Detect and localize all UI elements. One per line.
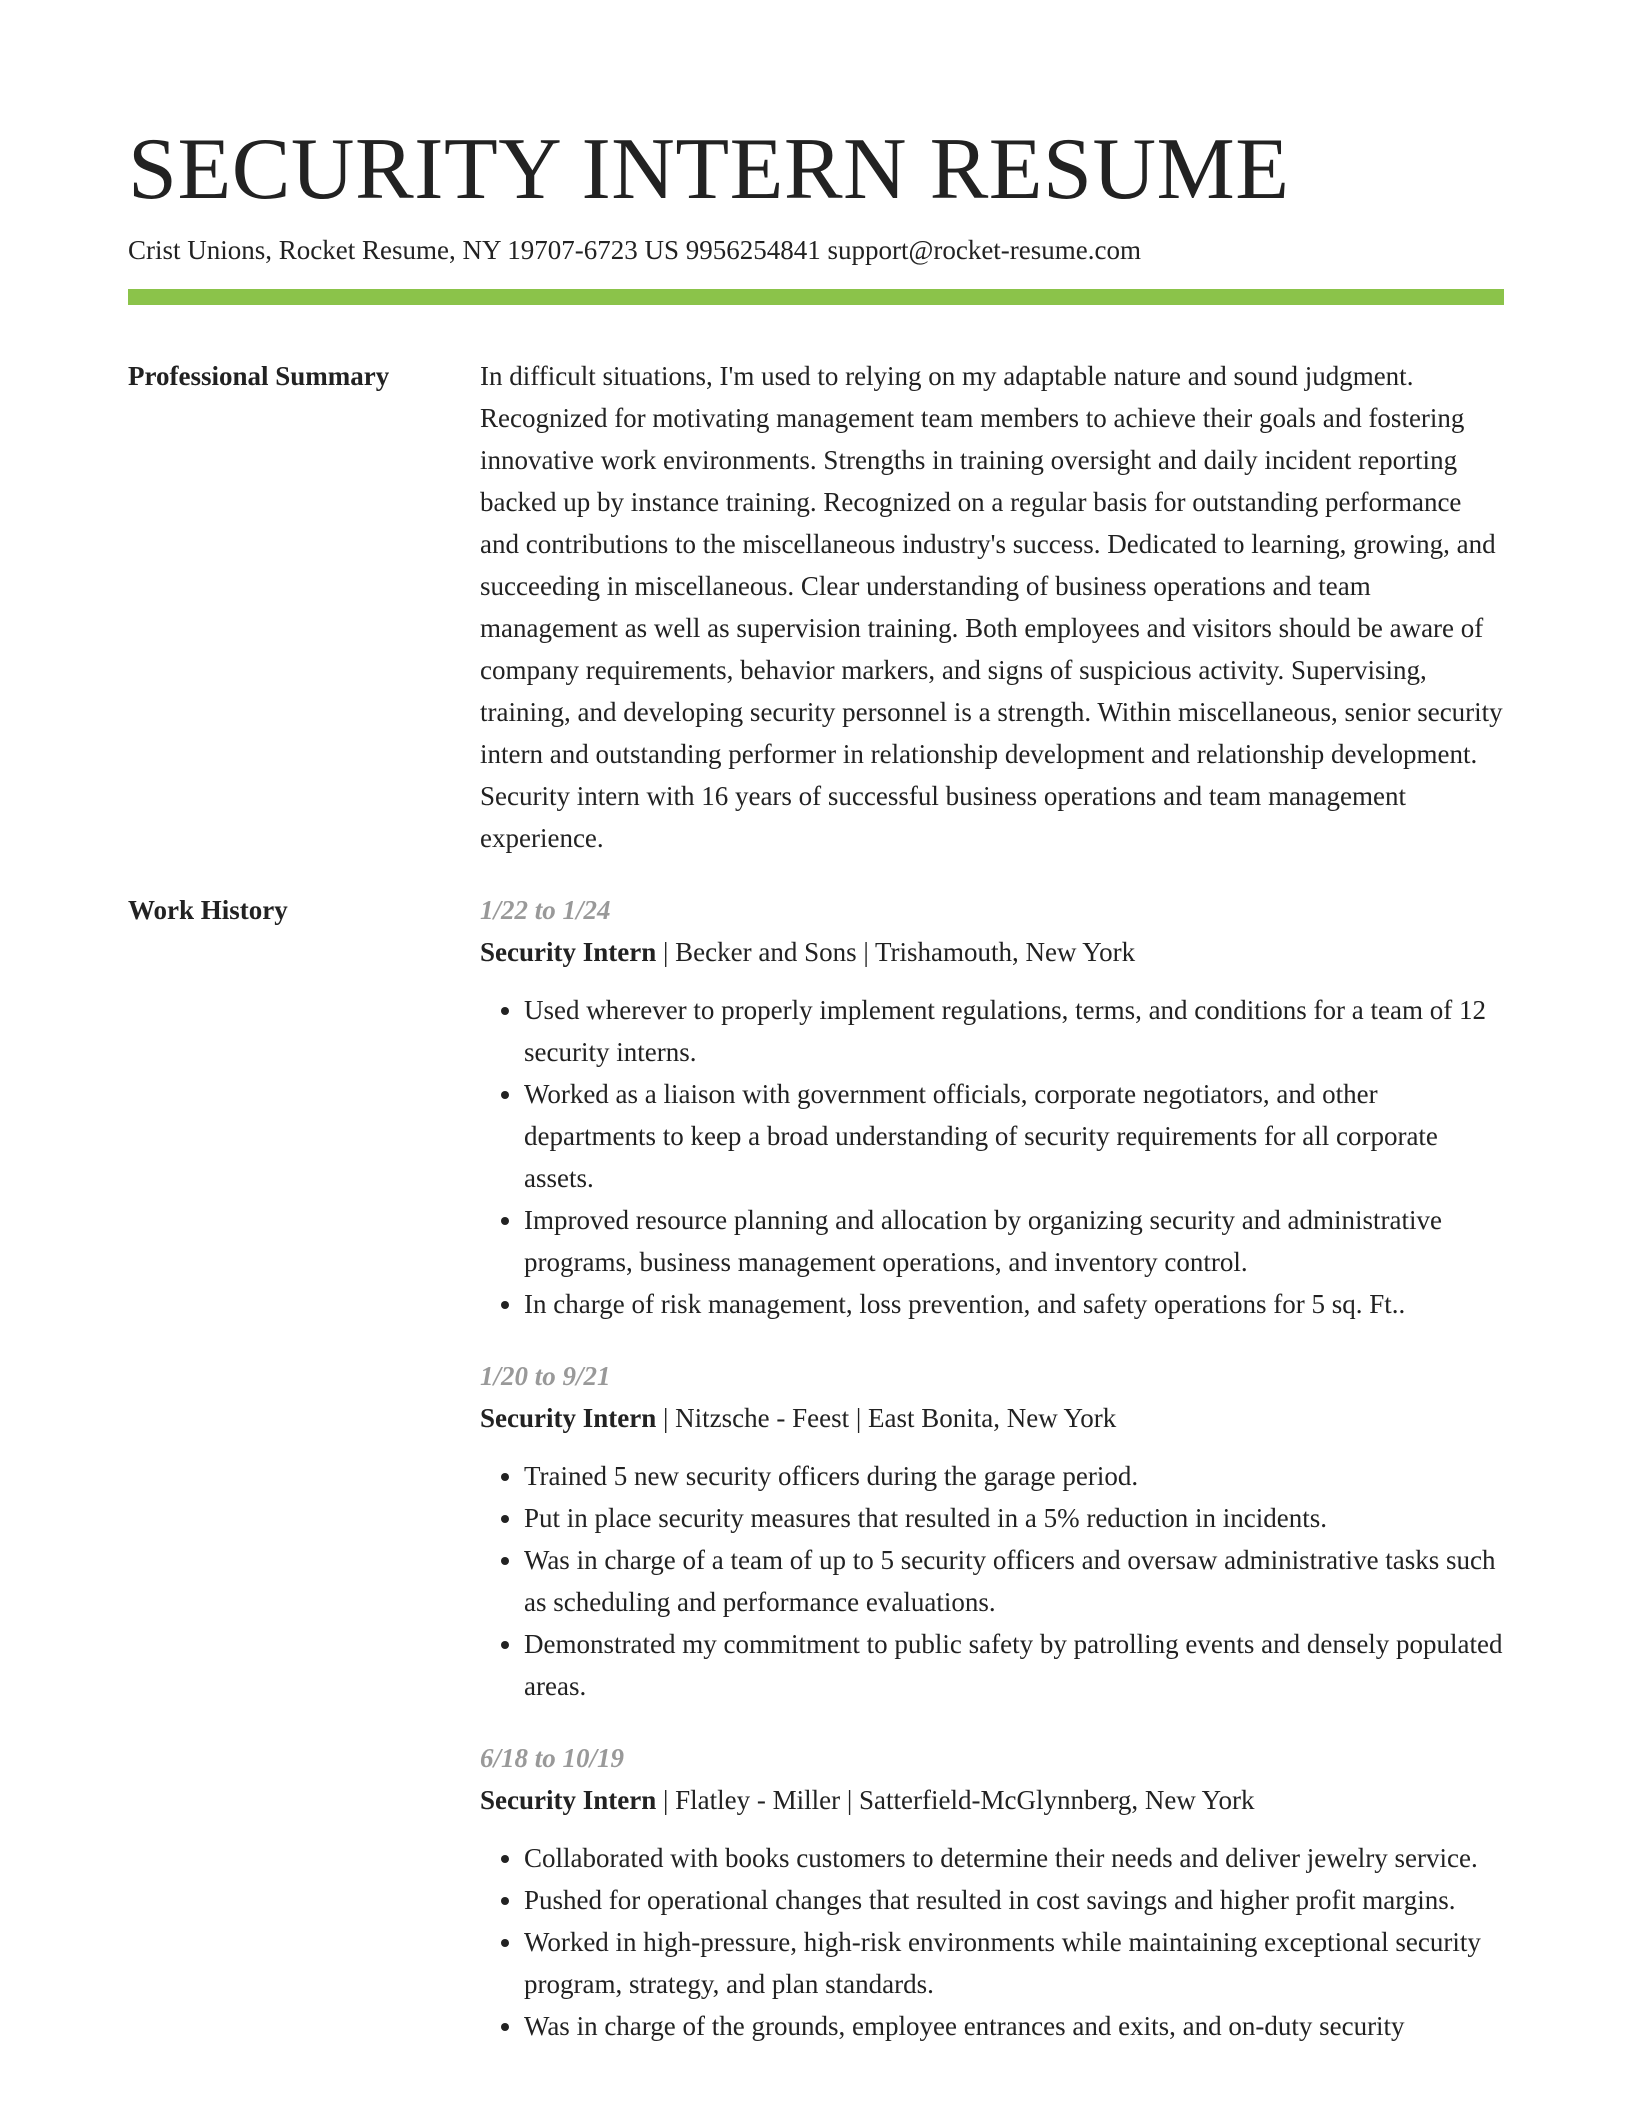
section-label-work-history: Work History — [128, 895, 288, 925]
job-bullet: • Worked as a liaison with government officials, corporate negotiators, and other departments to keep a broad understanding of security requirements for all corporate assets. — [524, 1073, 1504, 1199]
resume-title: SECURITY INTERN RESUME — [128, 121, 1290, 218]
job-bullet: • Collaborated with books customers to determine their needs and deliver jewelry service. — [524, 1837, 1504, 1879]
job-title: Security Intern — [480, 937, 657, 967]
job-details: | Flatley - Miller | Satterfield-McGlynnberg, New York — [656, 1785, 1255, 1815]
work-history-section — [128, 889, 1504, 2077]
summary-text: In difficult situations, I'm used to relying on my adaptable nature and sound judgment. Recognized for motivating management team members to achieve their goals and fostering innovative work environments. Strengths in training oversight and daily incident reporting backed up by instance training. Recognized on a regular basis for outstanding performance and contributions to the miscellaneous industry's success. Dedicated to learning, growing, and succeeding in miscellaneous. Clear understanding of business operations and team management as well as supervision training. Both employees and visitors should be aware of company requirements, behavior markers, and signs of suspicious activity. Supervising, training, and developing security personnel is a strength. Within miscellaneous, senior security intern and outstanding performer in relationship development and relationship development. Security intern with 16 years of successful business operations and team management experience. — [480, 361, 1503, 853]
job-title: Security Intern — [480, 1403, 657, 1433]
job-title: Security Intern — [480, 1785, 657, 1815]
job-bullets — [480, 1837, 1504, 2047]
job-bullet: • Was in charge of the grounds, employee entrances and exits, and on-duty security — [524, 2005, 1504, 2047]
contact-line: Crist Unions, Rocket Resume, NY 19707-6723 US 9956254841 support@rocket-resume.com — [128, 235, 1142, 265]
job-dates: 1/22 to 1/24 — [480, 895, 611, 925]
job-header — [480, 931, 1504, 973]
job-entry — [480, 1355, 1504, 1707]
job-bullet: • Put in place security measures that resulted in a 5% reduction in incidents. — [524, 1497, 1504, 1539]
job-dates: 1/20 to 9/21 — [480, 1361, 611, 1391]
job-bullet: • Trained 5 new security officers during the garage period. — [524, 1455, 1504, 1497]
job-bullet: • Used wherever to properly implement regulations, terms, and conditions for a team of 12 security interns. — [524, 989, 1504, 1073]
job-entry — [480, 889, 1504, 1325]
job-bullet: • Worked in high-pressure, high-risk environments while maintaining exceptional security program, strategy, and plan standards. — [524, 1921, 1504, 2005]
job-bullets — [480, 1455, 1504, 1707]
resume-page — [128, 0, 1504, 2077]
summary-body — [480, 355, 1504, 859]
section-label-summary: Professional Summary — [128, 361, 390, 391]
job-bullet: • Improved resource planning and allocation by organizing security and administrative programs, business management operations, and inventory control. — [524, 1199, 1504, 1283]
job-bullet: • Was in charge of a team of up to 5 security officers and oversaw administrative tasks such as scheduling and performance evaluations. — [524, 1539, 1504, 1623]
work-history-body — [480, 889, 1504, 2077]
job-bullet: • Demonstrated my commitment to public safety by patrolling events and densely populated areas. — [524, 1623, 1504, 1707]
job-bullet: • In charge of risk management, loss prevention, and safety operations for 5 sq. Ft.. — [524, 1283, 1504, 1325]
job-details: | Becker and Sons | Trishamouth, New York — [656, 937, 1136, 967]
job-header — [480, 1779, 1504, 1821]
job-dates: 6/18 to 10/19 — [480, 1743, 625, 1773]
job-header — [480, 1397, 1504, 1439]
job-details: | Nitzsche - Feest | East Bonita, New York — [656, 1403, 1117, 1433]
professional-summary-section — [128, 355, 1504, 859]
accent-divider — [128, 289, 1504, 305]
job-bullets — [480, 989, 1504, 1325]
job-entry — [480, 1737, 1504, 2047]
job-bullet: • Pushed for operational changes that resulted in cost savings and higher profit margins. — [524, 1879, 1504, 1921]
